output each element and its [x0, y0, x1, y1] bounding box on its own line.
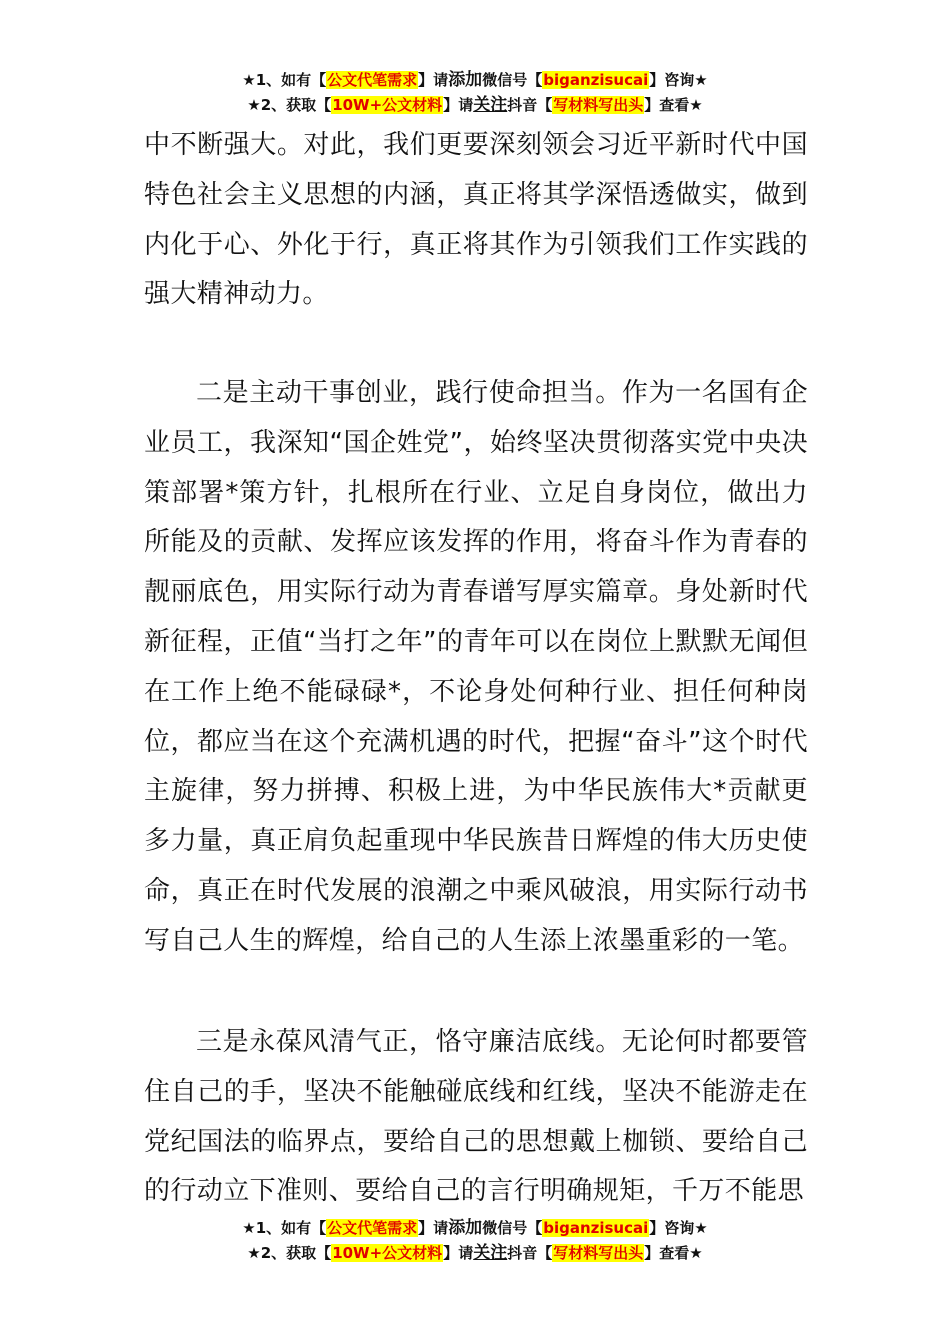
banner-text: ★2、获取【 — [247, 1244, 332, 1262]
banner-highlight: 公文代笔需求 — [327, 1219, 418, 1237]
banner-emphasis: 关注 — [473, 1243, 508, 1263]
banner-text: 】请 — [443, 96, 474, 114]
banner-line-2 — [0, 93, 950, 118]
banner-douyin-account: 写材料写出头 — [553, 96, 644, 114]
banner-text: 】咨询★ — [649, 71, 708, 89]
banner-highlight: 10W+公文材料 — [332, 96, 443, 114]
banner-text: 】查看★ — [644, 1244, 703, 1262]
document-body-point-2 — [144, 369, 808, 967]
banner-text: 抖音【 — [507, 1244, 553, 1262]
banner-line-1 — [0, 68, 950, 93]
banner-text: ★1、如有【 — [242, 1219, 327, 1237]
banner-text: 】咨询★ — [649, 1219, 708, 1237]
banner-emphasis: 关注 — [473, 95, 508, 115]
banner-text: 】请 — [418, 1219, 449, 1237]
banner-wechat-id: biganzisucai — [543, 1219, 649, 1237]
banner-text: 微信号【 — [482, 1219, 543, 1237]
banner-text: ★2、获取【 — [247, 96, 332, 114]
footer-banner — [0, 1216, 950, 1266]
banner-text: 微信号【 — [482, 71, 543, 89]
paragraph: 中不断强大。对此，我们更要深刻领会习近平新时代中国特色社会主义思想的内涵，真正将其学深悟透做实，做到内化于心、外化于行，真正将其作为引领我们工作实践的强大精神动力。 — [144, 130, 808, 310]
banner-text: 】请 — [418, 71, 449, 89]
banner-text: 】请 — [443, 1244, 474, 1262]
banner-text: 】查看★ — [644, 96, 703, 114]
banner-highlight: 10W+公文材料 — [332, 1244, 443, 1262]
banner-emphasis: 添加 — [448, 1218, 483, 1238]
document-body-point-3 — [144, 1018, 808, 1217]
banner-emphasis: 添加 — [448, 70, 483, 90]
document-body-continuation — [144, 121, 808, 320]
banner-wechat-id: biganzisucai — [543, 71, 649, 89]
banner-douyin-account: 写材料写出头 — [553, 1244, 644, 1262]
banner-line-2 — [0, 1241, 950, 1266]
banner-text: ★1、如有【 — [242, 71, 327, 89]
header-banner — [0, 68, 950, 118]
banner-text: 抖音【 — [507, 96, 553, 114]
banner-line-1 — [0, 1216, 950, 1241]
paragraph: 三是永葆风清气正，恪守廉洁底线。无论何时都要管住自己的手，坚决不能触碰底线和红线，坚决不能游走在党纪国法的临界点，要给自己的思想戴上枷锁、要给自己的行动立下准则、要给自己的言行明确规矩，千万不能思 — [144, 1027, 808, 1207]
paragraph: 二是主动干事创业，践行使命担当。作为一名国有企业员工，我深知“国企姓党”，始终坚决贯彻落实党中央决策部署*策方针，扎根所在行业、立足自身岗位，做出力所能及的贡献、发挥应该发挥的作用，将奋斗作为青春的靓丽底色，用实际行动为青春谱写厚实篇章。身处新时代新征程，正值“当打之年”的青年可以在岗位上默默无闻但在工作上绝不能碌碌*，不论身处何种行业、担任何种岗位，都应当在这个充满机遇的时代，把握“奋斗”这个时代主旋律，努力拼搏、积极上进，为中华民族伟大*贡献更多力量，真正肩负起重现中华民族昔日辉煌的伟大历史使命，真正在时代发展的浪潮之中乘风破浪，用实际行动书写自己人生的辉煌，给自己的人生添上浓墨重彩的一笔。 — [144, 378, 808, 956]
banner-highlight: 公文代笔需求 — [327, 71, 418, 89]
